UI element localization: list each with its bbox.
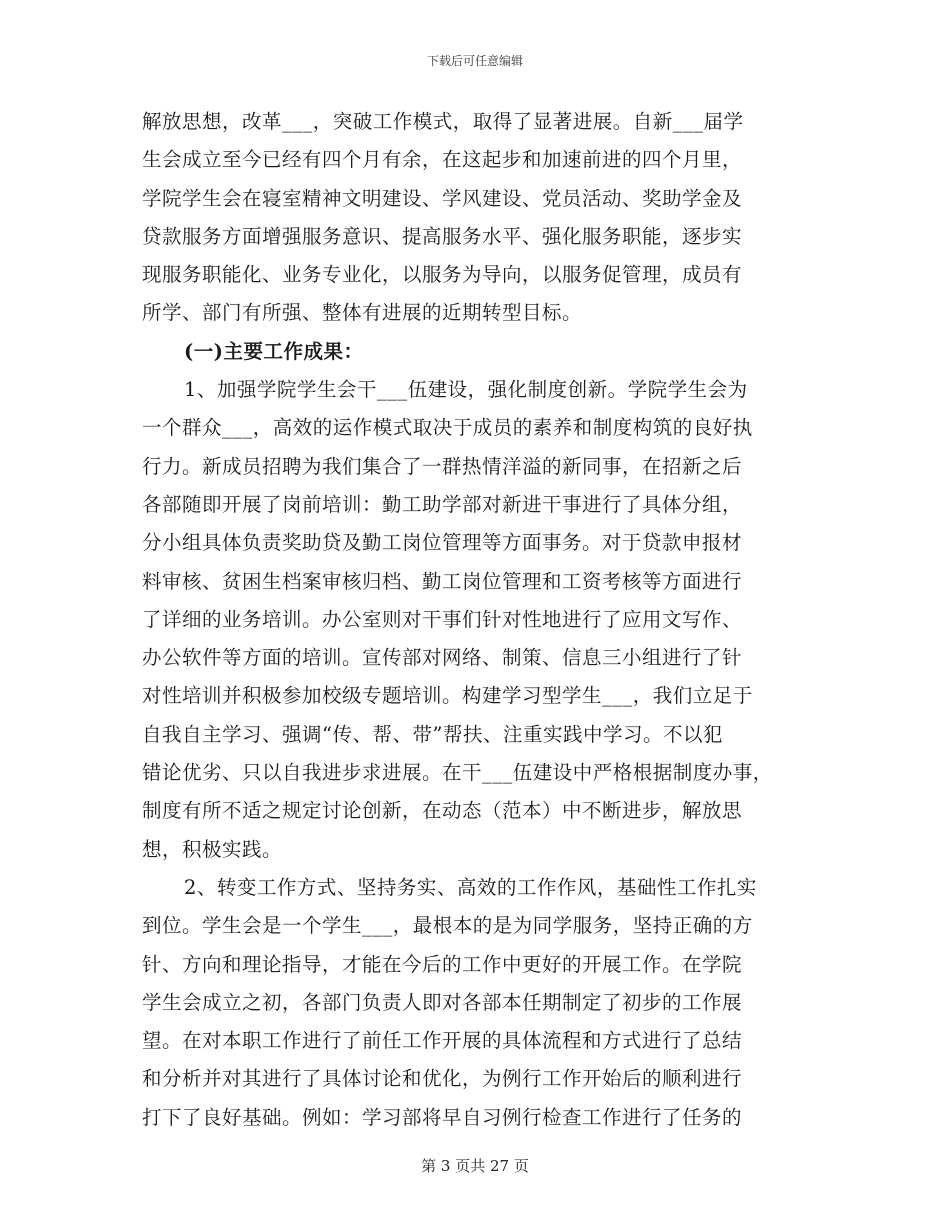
page-number: 第 3 页共 27 页 bbox=[421, 1157, 529, 1175]
text-line: 学院学生会在寝室精神文明建设、学风建设、党员活动、奖助学金及 bbox=[142, 186, 743, 210]
text-line: 和分析并对其进行了具体讨论和优化，为例行工作开始后的顺利进行 bbox=[142, 1067, 743, 1091]
text-line: 所学、部门有所强、整体有进展的近期转型目标。 bbox=[142, 301, 583, 325]
text-line: 错论优劣、只以自我进步求进展。在干___伍建设中严格根据制度办事， bbox=[142, 761, 773, 785]
text-line: 想，积极实践。 bbox=[142, 837, 283, 861]
text-line: 学生会成立之初，各部门负责人即对各部本任期制定了初步的工作展 bbox=[142, 990, 743, 1014]
text-line: 办公软件等方面的培训。宣传部对网络、制策、信息三小组进行了针 bbox=[142, 646, 743, 670]
document-body bbox=[142, 103, 814, 1137]
text-line: 2、转变工作方式、坚持务实、高效的工作作风，基础性工作扎实 bbox=[184, 875, 757, 899]
text-line: 望。在对本职工作进行了前任工作开展的具体流程和方式进行了总结 bbox=[142, 1029, 743, 1053]
text-line: 分小组具体负责奖助贷及勤工岗位管理等方面事务。对于贷款申报材 bbox=[142, 531, 743, 555]
text-line: 对性培训并积极参加校级专题培训。构建学习型学生___，我们立足于 bbox=[142, 684, 753, 708]
text-line: 到位。学生会是一个学生___，最根本的是为同学服务，坚持正确的方 bbox=[142, 914, 753, 938]
text-line: 料审核、贫困生档案审核归档、勤工岗位管理和工资考核等方面进行 bbox=[142, 569, 743, 593]
text-line: 贷款服务方面增强服务意识、提高服务水平、强化服务职能，逐步实 bbox=[142, 224, 743, 248]
text-line: 了详细的业务培训。办公室则对干事们针对性地进行了应用文写作、 bbox=[142, 607, 743, 631]
text-line: 一个群众___，高效的运作模式取决于成员的素养和制度构筑的良好执 bbox=[142, 416, 753, 440]
text-line: 打下了良好基础。例如：学习部将早自习例行检查工作进行了任务的 bbox=[142, 1105, 743, 1129]
text-line: 现服务职能化、业务专业化，以服务为导向，以服务促管理，成员有 bbox=[142, 263, 743, 287]
text-line: 1、加强学院学生会干___伍建设，强化制度创新。学院学生会为 bbox=[184, 378, 748, 402]
section-heading: (一)主要工作成果： bbox=[184, 339, 364, 363]
text-line: 制度有所不适之规定讨论创新，在动态（范本）中不断进步，解放思 bbox=[142, 799, 743, 823]
text-line: 自我自主学习、强调“传、帮、带”帮扶、注重实践中学习。不以犯 bbox=[142, 722, 723, 746]
text-line: 生会成立至今已经有四个月有余，在这起步和加速前进的四个月里， bbox=[142, 148, 743, 172]
text-line: 针、方向和理论指导，才能在今后的工作中更好的开展工作。在学院 bbox=[142, 952, 743, 976]
page-header: 下载后可任意编辑 bbox=[426, 54, 523, 68]
text-line: 解放思想，改革___，突破工作模式，取得了显著进展。自新___届学 bbox=[142, 110, 744, 133]
text-line: 各部随即开展了岗前培训：勤工助学部对新进干事进行了具体分组， bbox=[142, 492, 743, 516]
text-line: 行力。新成员招聘为我们集合了一群热情洋溢的新同事，在招新之后 bbox=[142, 454, 743, 478]
